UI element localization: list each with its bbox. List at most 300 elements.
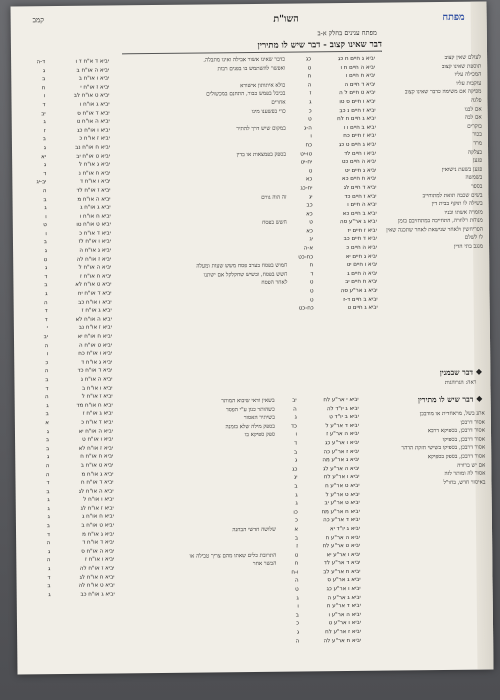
page-ref: ג	[46, 428, 50, 435]
page-ref: כח-כט	[298, 305, 314, 312]
page-ref: א	[294, 526, 299, 533]
reference-description: לאחר הפסח	[261, 280, 288, 287]
reference-entry: יביא ז חיים כח	[343, 133, 376, 140]
topic-entry: לו לשלם	[464, 235, 483, 242]
page-ref: א-ה	[303, 245, 314, 252]
topic-entry: עוקבות עליו	[456, 80, 482, 87]
reference-entry: יביא ג או"ח ה	[79, 247, 112, 254]
page-ref: יב	[292, 397, 297, 404]
page-ref: ה	[45, 471, 50, 478]
page-ref: טו-יט	[300, 150, 313, 158]
page-number: קמב	[32, 16, 44, 25]
reference-entry: יביא ד או"ח כד	[77, 367, 113, 375]
reference-entry: יביא ז או"ח לא	[78, 445, 114, 452]
reference-entry: יביא ג חיים יא	[345, 253, 378, 260]
page-ref: ב	[42, 136, 46, 143]
reference-description: חשש בפסח	[262, 219, 287, 227]
page-ref: ג	[295, 492, 298, 499]
page-ref: ד	[45, 385, 49, 392]
page-ref: ז	[43, 127, 46, 134]
topic-entry: אסור דרבכן, בספיקא דרבא	[427, 427, 486, 435]
page-ref: ב	[294, 535, 299, 542]
reference-entry: יביא ח אר"ע מח	[321, 508, 360, 515]
reference-entry: יביא ה או"ח מ	[77, 195, 111, 203]
page-ref: ט	[295, 586, 299, 593]
reference-description: במקום שיש דרך להתיר	[236, 125, 286, 132]
page-ref: כד	[290, 423, 297, 430]
page-ref: ח	[41, 84, 46, 91]
topic-entry: מרד	[473, 140, 483, 147]
reference-entry: יביא ג או"ח מ	[82, 531, 115, 538]
reference-description: בספק מילה שלא בזמנה	[225, 423, 275, 431]
reference-entry: יביא ו אר"ע לח	[323, 474, 360, 481]
reference-entry: יביא ח חיים ו	[345, 72, 376, 80]
page-ref: ו	[45, 231, 47, 238]
page-ref: ט	[308, 168, 313, 175]
reference-entry: יביא ד חיים ה	[344, 81, 376, 88]
page-ref: ד	[47, 531, 51, 538]
reference-entry: יביא ט אר"ע לח	[322, 542, 361, 550]
section-see-also: ראה: הגרוהגות	[444, 379, 477, 386]
reference-entry: יביא ג חיים ח כג	[337, 55, 376, 63]
reference-entry: יביא ג יו"ד לה	[326, 405, 359, 412]
reference-entry: יביא ז אר"ע לח	[325, 628, 362, 636]
section-heading-matirin: ❖ דבר שיש לו מתירין	[417, 394, 483, 405]
page-ref: ד	[44, 316, 48, 323]
reference-entry: יביא ז או"ח לד	[76, 187, 111, 194]
page-ref: ד	[46, 480, 50, 487]
reference-entry: יביא ד או"ח ד	[82, 539, 115, 547]
page-ref: כ	[296, 620, 300, 627]
reference-entry: יביא ג אר"ע ה	[327, 594, 361, 601]
reference-entry: יביא ה אר"ע ח	[325, 534, 361, 541]
descriptions-column-a	[157, 56, 287, 289]
page-ref: ה	[294, 577, 299, 585]
page-ref: ט	[309, 288, 314, 295]
references-column-a	[311, 55, 378, 313]
section-heading-bamanin: ❖ דבר שבמנין	[439, 367, 483, 378]
page-ref: ה-ג	[303, 125, 312, 132]
page-ref: ז	[296, 543, 299, 550]
reference-entry: יביא ג חיים ט	[347, 304, 378, 312]
page-ref: ב	[45, 437, 50, 444]
topic-entry: אם יש ברורה	[457, 462, 486, 469]
reference-entry: יביא ח אר"ע לה	[323, 637, 362, 644]
reference-entry: יביא ט חיים ל ה	[339, 90, 376, 97]
page-ref: ט	[308, 116, 312, 123]
topic-entry: אם לבנו	[464, 106, 482, 113]
reference-entry: יביא ג יו"ד יא	[329, 525, 361, 533]
page-ref: כב	[306, 202, 313, 209]
reference-entry: יביא ה או"ח ל	[78, 264, 112, 272]
reference-entry: יביא ג חיים ח לח	[337, 115, 376, 123]
reference-description: הכשר אחר	[252, 561, 277, 568]
page-ref: יב-יג	[36, 179, 47, 186]
page-ref: ג	[48, 566, 51, 573]
reference-entry: יביא ה או"ח לג	[78, 488, 114, 495]
page-ref: יג	[309, 236, 314, 243]
page-ref: ג	[295, 500, 298, 507]
reference-entry: יביא ג אר"ע סה	[340, 218, 377, 226]
reference-entry: יביא ח או"ח יא	[77, 333, 113, 340]
reference-entry: יביא ח או"ח נב	[75, 144, 111, 151]
reference-entry: יביא ט או"ח טו	[76, 221, 111, 229]
reference-entry: יביא ו או"ח לז	[78, 238, 112, 246]
reference-entry: יביא ג או"ח ד	[81, 359, 113, 366]
reference-entry: יביא ד או"ח יח	[77, 290, 112, 297]
page-ref: ב	[44, 282, 48, 289]
page-ref: יג	[293, 474, 298, 481]
book-page	[11, 2, 494, 675]
reference-entry: יביא ג חיים יט	[344, 167, 377, 174]
page-ref: ג	[47, 514, 50, 521]
page-ref: ג	[309, 99, 312, 106]
reference-entry: יביא ח או"ח מד	[76, 402, 113, 409]
page-ref: ו	[43, 93, 46, 100]
page-ref: כא	[305, 176, 313, 183]
page-ref: ג	[48, 591, 51, 598]
reference-entry: יביא ג או"ח מ	[81, 470, 114, 478]
reference-entry: יביא ו אר"ע יא	[326, 551, 361, 558]
topic-entry: מזמרה אשתו ובניו	[444, 209, 483, 216]
reference-entry: יביא ג או"ח ז	[82, 410, 113, 418]
reference-entry: יביא ד א"ח ד ו	[75, 58, 110, 65]
page-ref: ו	[297, 603, 299, 610]
reference-description: בשיתיר האסור	[243, 414, 275, 422]
page-ref: ג	[44, 265, 48, 272]
reference-entry: יביא ו או"ח ב	[81, 385, 113, 392]
topic-entry: בצלקה	[467, 149, 483, 156]
topic-entry: הפריחשין ולאחר שגישאת לאחר שתכנה שאין	[386, 226, 483, 234]
reference-entry: יביא ו אר"ע ט	[328, 620, 362, 627]
page-ref: ג	[294, 457, 298, 464]
reference-description: בכיבל בפמש כבור, התחנם במכשולים	[206, 91, 286, 98]
topic-entry: פגען בשעת נישואין	[441, 166, 483, 173]
page-ref: ב	[43, 196, 47, 203]
reference-entry: יביא ז או"ח י	[80, 84, 110, 91]
page-ref: כג	[292, 466, 298, 473]
reference-description: ספק ספיקא בו	[244, 432, 276, 439]
reference-entry: יביא ה או"ח ס	[81, 548, 115, 555]
reference-entry: יביא ה אר"ע ז	[326, 431, 360, 438]
page-ref: ה	[44, 368, 49, 375]
page-ref: כ	[294, 517, 298, 524]
reference-entry: יביא ג או"ח ו	[79, 101, 110, 108]
reference-entry: יביא ה או"ח לא	[75, 316, 112, 323]
topic-entry: אסור דרבכן	[460, 419, 485, 426]
page-ref: ד	[44, 308, 48, 315]
reference-entry: יביא ד או"ח כ	[79, 230, 111, 237]
page-ref: ו	[46, 351, 49, 358]
topic-entry: בשים שכבה תואת למתוחייב	[422, 192, 483, 199]
page-ref: ה	[307, 82, 312, 89]
reference-entry: יביא ג חיים ט כג	[338, 141, 377, 149]
topic-entry: מנגב בתי הדין	[453, 243, 484, 250]
page-ref: ט	[309, 219, 313, 226]
page-ref: כא	[306, 228, 313, 235]
page-ref: ד	[47, 574, 51, 581]
reference-description: כדי בפשענו מינו	[251, 108, 286, 115]
reference-entry: יביא ב חיים ד-ז	[343, 296, 378, 303]
topic-entry: המכילה עליו	[454, 71, 482, 79]
page-ref: יג	[308, 193, 313, 200]
page-ref: ח	[309, 262, 314, 269]
reference-entry: יביא ז או"ח ל	[81, 393, 113, 400]
reference-entry: יביא ט או"ח לא	[75, 281, 112, 289]
topic-entry: בספר	[471, 183, 483, 190]
reference-entry: יביא ו או"ח ז	[85, 556, 115, 564]
reference-description: כולא איתותון אישורא	[240, 82, 286, 89]
page-ref: ח	[294, 560, 299, 567]
reference-entry: יביא ה חיים כט	[341, 158, 377, 166]
section-heading-text: דבר שיש לו מתירין	[417, 394, 474, 405]
reference-entry: יביא ג אר"ע ס	[327, 577, 361, 584]
page-ref: ה	[45, 463, 50, 470]
topic-entry: לעולם שאין קצוב	[444, 54, 482, 61]
page-ref: ז	[309, 90, 312, 97]
reference-entry: יביא ד או"ח ח	[81, 479, 114, 486]
reference-entry: יביא ו או"ח כג	[77, 127, 110, 134]
reference-entry: יביא ד אר"ע ל	[325, 422, 359, 430]
reference-entry: יביא ד או"ח ס	[77, 110, 110, 117]
header-section-title: מפתח	[442, 11, 465, 23]
reference-entry: יביא ח או"ח לג	[79, 574, 115, 581]
topic-entry: פלגה	[471, 97, 482, 104]
reference-entry: יביא ז חיים יז	[347, 227, 377, 234]
page-ref: ג	[296, 629, 300, 636]
reference-entry: יביא ט או"ח ה	[79, 342, 113, 349]
reference-entry: יביא ה חיים כ	[346, 244, 378, 252]
reference-description: חמוש בפסח בערב פסח משש שעות ומעלה	[196, 262, 288, 270]
page-ref: ב	[45, 377, 49, 384]
topic-entry: בשמשה	[465, 174, 483, 182]
reference-entry: יביא ג אר"ע סה	[340, 287, 378, 295]
page-ref: ב	[293, 449, 298, 456]
reference-entry: יביא ח אר"ע לב	[323, 568, 361, 576]
topic-entry: פגען	[472, 157, 483, 164]
reference-entry: יביא ז או"ח לג	[80, 505, 114, 512]
reference-entry: יביא ט או"ח לב	[73, 92, 110, 100]
page-ref: יח-יט	[300, 159, 313, 166]
reference-entry: יביא ח או"ח ו	[79, 213, 111, 220]
page-header	[29, 12, 469, 31]
reference-entry: יביא ו אר"ע כג	[326, 585, 361, 593]
reference-entry: יביא ד אר"ע כה	[323, 517, 360, 524]
page-ref: כח-כט	[298, 254, 314, 261]
page-ref: ט	[294, 552, 299, 559]
page-ref: ג	[42, 67, 46, 74]
page-ref: ג	[294, 414, 297, 421]
page-ref: ד	[44, 273, 48, 281]
page-ref: ה	[42, 188, 47, 195]
reference-entry: יביא ח או"ח ז	[79, 273, 112, 280]
page-ref: ג	[47, 506, 50, 513]
page-ref: ו	[310, 133, 312, 140]
reference-entry: יביא ח חיים יב	[345, 279, 378, 286]
references-column-c	[297, 396, 362, 646]
page-ref: ה	[293, 406, 297, 413]
reference-entry: יביא ו או"ח ב	[78, 75, 110, 82]
reference-entry: יביא ה או"ח יא	[78, 427, 113, 435]
page-ref: כ	[45, 359, 49, 366]
page-ref: כא	[306, 211, 313, 218]
reference-entry: יביא ו או"ח ל	[83, 496, 114, 504]
page-ref: ו-ח	[291, 569, 299, 576]
page-ref: כו	[293, 509, 298, 516]
page-ref: ב	[46, 523, 50, 530]
page-ref: ט	[309, 296, 314, 304]
page-ref: ג	[43, 145, 47, 152]
page-ref: ט	[43, 256, 48, 263]
page-ref: ג	[43, 162, 47, 169]
reference-entry: יביא ז או"ח לה	[76, 256, 112, 263]
page-ref: ד	[294, 440, 298, 447]
reference-entry: יביא ט או"ח ב	[81, 522, 114, 529]
page-ref: ו	[295, 431, 298, 438]
reference-entry: יביא ב חיים כא	[342, 210, 377, 217]
reference-entry: יביא ג או"ח ג	[80, 204, 111, 211]
topic-entry: אתנ בשל, מראחדית או מודבכן	[419, 410, 485, 418]
section2-topics	[365, 410, 486, 489]
header-rule	[122, 51, 382, 55]
reference-entry: יביא ה אר"ע לג	[323, 465, 360, 473]
reference-entry: יביא ט אר"ע ל	[325, 491, 360, 498]
topic-entry: באיסור חדש, בחו"ל	[443, 479, 486, 486]
reference-description: בשאין ודאי שיבוא המותר	[221, 397, 275, 405]
reference-entry: יביא ג או"ח ז	[81, 307, 112, 315]
page-ref: ב	[295, 612, 299, 619]
reference-entry: יביא ו חיים ס טו	[339, 98, 376, 106]
reference-entry: יביא ה חיים ג	[347, 270, 378, 277]
page-ref: ב	[46, 488, 50, 495]
section-heading-text: דבר שבמנין	[439, 367, 474, 378]
reference-description: כשהותר כגון ע"י הפסד	[226, 406, 275, 413]
reference-entry: יביא ד חיים לג	[343, 184, 377, 191]
page-ref: ג	[43, 119, 46, 126]
page-ref: ד-ה	[36, 59, 46, 66]
page-ref: ב	[45, 445, 50, 452]
reference-entry: יביא ה חיים ח ו	[340, 64, 376, 71]
page-ref: יב	[43, 334, 49, 341]
reference-entry: יביא ט או"ח לה	[78, 582, 115, 590]
reference-entry: יביא ט או"ח ב	[80, 462, 114, 469]
page-ref: ה	[46, 540, 51, 547]
page-ref: ט	[43, 222, 47, 229]
reference-entry: יביא ג או"ח כב	[80, 591, 115, 598]
page-ref: יא	[41, 153, 47, 160]
reference-entry: יביא ז או"ח כ	[79, 135, 110, 143]
reference-description: בספק בפמצאות או בדין	[236, 151, 287, 158]
page-ref: יח-כג	[300, 185, 313, 192]
reference-entry: יביא ח או"ח נ	[78, 170, 111, 177]
page-ref: ג	[296, 595, 299, 602]
reference-entry: יביא ז אר"ע כה	[323, 448, 360, 455]
reference-description: התרובת כלים שאתו מהם צריך טבילה או	[189, 552, 277, 560]
reference-entry: יביא ז חיים נ כב	[339, 107, 376, 114]
page-ref: ד	[43, 170, 47, 177]
reference-entry: יביא ו חיים יט	[346, 261, 378, 269]
reference-entry: יביא ד או"ח כ	[81, 419, 113, 426]
page-ref: ה	[44, 394, 49, 401]
reference-description: ואפשר להשתמש בו בפנים רבות	[217, 65, 286, 72]
topic-column	[376, 54, 483, 253]
page-ref: ח	[307, 73, 312, 80]
topic-entry: בוקרים	[467, 123, 482, 130]
reference-entry: יביא ח חיים כא	[341, 176, 377, 183]
reference-entry: יביא ו או"ח ט	[82, 436, 114, 443]
reference-entry: יביא י אר"ע לח	[323, 396, 359, 404]
reference-entry: יביא ח או"ח ח	[80, 453, 114, 461]
page-ref: ה	[44, 342, 49, 349]
topic-entry: תוספת שאינו קצוב	[441, 63, 482, 70]
reference-entry: יביא ב יו"ד ט	[329, 414, 359, 421]
reference-entry: יביא ד אר"ע ח	[326, 603, 361, 610]
page-ref: ה	[295, 638, 300, 645]
page-ref: כג	[305, 56, 312, 63]
page-ref: ג	[44, 205, 47, 212]
topic-entry: מפיקה אם משימה כדבר שאינו קצוב	[404, 88, 482, 96]
reference-description: שלושה חדשי הבחנה	[232, 526, 277, 534]
page-ref: ג	[46, 454, 50, 461]
page-ref: ו	[45, 213, 47, 220]
page-ref: ה	[46, 557, 51, 564]
reference-entry: יביא ו או"ח כח	[78, 350, 113, 358]
reference-entry: יביא ה או"ח ב	[76, 67, 110, 74]
reference-entry: יביא ה או"ח ג	[80, 376, 113, 383]
reference-entry: יביא ו אר"ע כג	[325, 439, 360, 447]
reference-entry: יביא ד אר"ע לד	[323, 560, 361, 567]
page-ref: ג	[47, 548, 51, 555]
reference-entry: יביא ב חיים ו ו	[343, 124, 376, 131]
pages-column-c	[275, 397, 300, 646]
page-ref: א	[45, 420, 49, 427]
reference-description: חשש בפסח, ובשיש שחקלקל אם ישתנו	[203, 271, 288, 279]
page-ref: ב	[47, 583, 51, 590]
reference-entry: יביא ד חיים כב	[343, 236, 378, 243]
index-topic-title: דבר שאינו קצוב - דבר שיש לו מתירין	[257, 39, 382, 51]
page-ref: ב	[43, 239, 48, 246]
reference-entry: יביא ה או"ח ט	[76, 118, 110, 125]
page-ref: ד	[42, 102, 46, 109]
reference-description: אחרים	[271, 99, 286, 106]
reference-entry: יביא ט אר"ע ח	[325, 482, 360, 490]
topic-entry: מנוחת רלוזרה, התחייבה במתחזיבם בזמן	[397, 217, 483, 225]
page-ref: ב	[42, 76, 46, 83]
page-ref: ה	[43, 299, 48, 306]
topic-entry: אסור דרבכן, בספק בספיקא	[427, 453, 486, 461]
page-ref: ג	[45, 291, 48, 298]
reference-entry: יביא ז או"ח נב	[78, 324, 112, 332]
page-ref: כח	[305, 142, 313, 149]
topic-entry: אסור לה ומותר לזה	[444, 470, 486, 478]
page-ref: ג	[46, 402, 49, 409]
reference-entry: יביא ג או"ח ל	[78, 161, 111, 168]
reference-entry: יביא ח או"ח ג	[82, 513, 114, 521]
page-ref: ב	[45, 411, 49, 418]
topic-entry: אסור דרבכן, בספיקו בשישי חזקת הדהר	[401, 444, 486, 452]
topic-entry: אם לבה	[464, 114, 482, 121]
reference-entry: יביא ט או"ח יב	[76, 153, 111, 160]
page-ref: כ	[308, 107, 312, 114]
page-ref: ט	[307, 64, 312, 71]
index-subtitle: מפתח ענינים בחלק א-ב	[317, 28, 377, 38]
reference-entry: יביא ה חיים ו	[347, 201, 377, 209]
reference-entry: יביא ג אר"ע מה	[322, 457, 360, 464]
reference-description: זה הוה גורם	[261, 194, 287, 201]
topic-entry: אסור דרבכן, בספיקו	[442, 436, 486, 443]
reference-entry: יביא ז חיים כד	[344, 193, 377, 200]
reference-entry: יביא ה אר"ע ו	[328, 611, 361, 619]
